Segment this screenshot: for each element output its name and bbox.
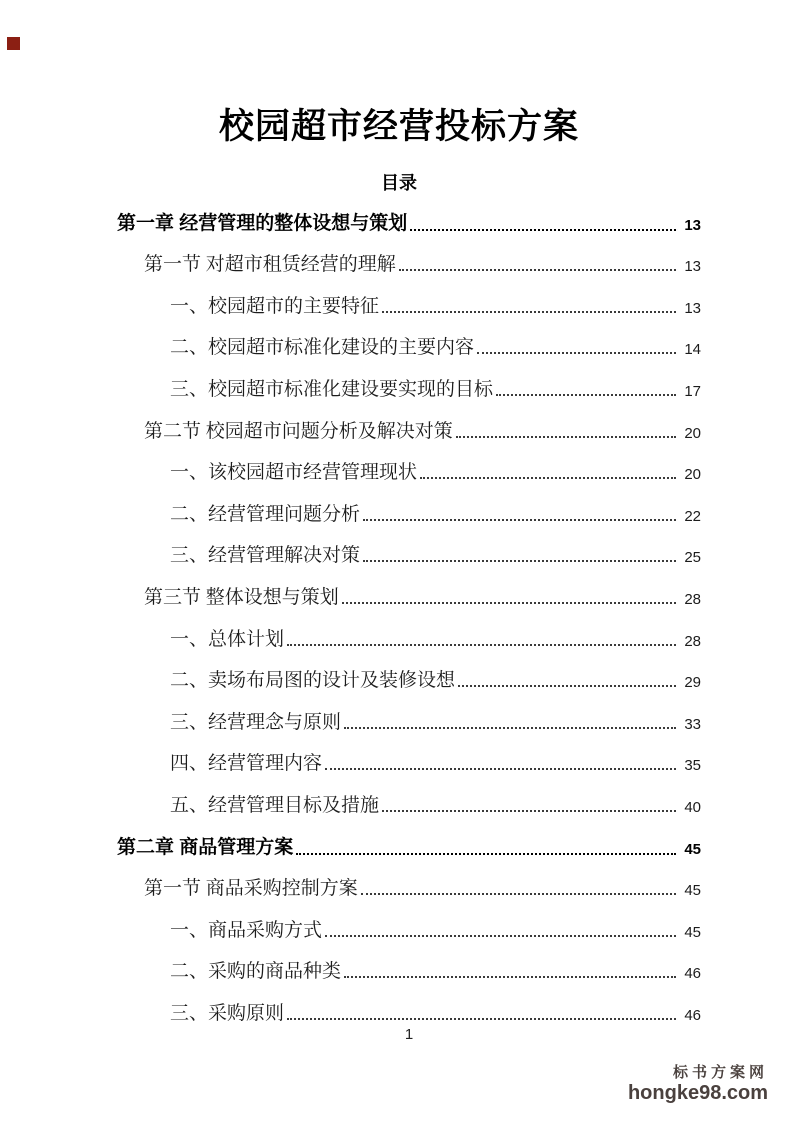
toc-entry-page: 13 <box>684 299 701 317</box>
toc-entry-page: 25 <box>684 549 701 567</box>
toc-leader-dots <box>363 519 676 521</box>
toc-leader-dots <box>287 1018 676 1020</box>
toc-entry <box>117 825 701 867</box>
toc-entry-page: 20 <box>684 466 701 484</box>
toc-entry-label: 二、卖场布局图的设计及装修设想 <box>170 670 456 692</box>
toc-entry <box>117 534 701 576</box>
toc-entry <box>117 201 701 243</box>
page-title: 校园超市经营投标方案 <box>218 107 579 146</box>
toc-entry-page: 22 <box>684 507 701 525</box>
toc-entry-label: 五、经营管理目标及措施 <box>170 794 380 816</box>
toc-entry-label: 三、校园超市标准化建设要实现的目标 <box>170 378 494 400</box>
toc-entry-page: 28 <box>684 590 701 608</box>
toc-entry <box>117 284 701 326</box>
toc-leader-dots <box>361 893 676 895</box>
toc-leader-dots <box>363 560 676 562</box>
toc-entry-label: 第一章 经营管理的整体设想与策划 <box>117 212 408 234</box>
toc-leader-dots <box>344 976 676 978</box>
corner-watermark-square <box>7 37 20 50</box>
footer-page-number: 1 <box>404 1026 414 1043</box>
toc-entry-page: 29 <box>684 674 701 692</box>
toc-entry <box>117 659 701 701</box>
toc-entry <box>117 575 701 617</box>
toc-entry <box>117 492 701 534</box>
toc-entry-label: 三、采购原则 <box>170 1002 285 1024</box>
toc-entry-page: 14 <box>684 341 701 359</box>
toc-entry-page: 45 <box>684 840 701 858</box>
toc-heading: 目录 <box>381 173 417 193</box>
toc-entry-page: 13 <box>684 216 701 234</box>
toc-entry <box>117 783 701 825</box>
toc-entry-page: 20 <box>684 424 701 442</box>
toc-entry <box>117 243 701 285</box>
toc-entry <box>117 451 701 493</box>
toc-entry-label: 三、经营管理解决对策 <box>170 545 361 567</box>
toc-entry-page: 40 <box>684 798 701 816</box>
watermark-site-url: hongke98.com <box>627 1081 768 1104</box>
toc-entry-page: 28 <box>684 632 701 650</box>
watermark <box>628 1065 768 1104</box>
toc-entry-label: 一、校园超市的主要特征 <box>170 295 380 317</box>
toc-entry-label: 第一节 商品采购控制方案 <box>144 878 358 900</box>
toc-entry-label: 一、总体计划 <box>170 628 285 650</box>
toc-entry-page: 17 <box>684 382 701 400</box>
toc-entry-page: 46 <box>684 1006 701 1024</box>
toc-entry <box>117 950 701 992</box>
toc-entry-label: 二、经营管理问题分析 <box>170 503 361 525</box>
toc-entry-label: 三、经营理念与原则 <box>170 711 342 733</box>
toc-leader-dots <box>342 602 676 604</box>
toc-leader-dots <box>344 727 676 729</box>
toc-leader-dots <box>410 229 676 231</box>
toc-leader-dots <box>458 685 676 687</box>
toc-entry-label: 四、经营管理内容 <box>170 753 323 775</box>
toc-leader-dots <box>399 269 676 271</box>
toc-entry <box>117 409 701 451</box>
toc-leader-dots <box>325 768 676 770</box>
toc-entry-label: 二、校园超市标准化建设的主要内容 <box>170 337 475 359</box>
toc-entry-label: 第二节 校园超市问题分析及解决对策 <box>144 420 453 442</box>
toc-leader-dots <box>496 394 676 396</box>
toc-entry <box>117 617 701 659</box>
toc-list <box>117 201 701 1033</box>
toc-entry-page: 33 <box>684 715 701 733</box>
toc-entry-label: 第一节 对超市租赁经营的理解 <box>144 254 396 276</box>
toc-entry-label: 一、该校园超市经营管理现状 <box>170 462 418 484</box>
toc-leader-dots <box>382 810 676 812</box>
toc-leader-dots <box>382 311 676 313</box>
toc-entry-page: 46 <box>684 965 701 983</box>
toc-entry-label: 第二章 商品管理方案 <box>117 836 294 858</box>
toc-entry <box>117 867 701 909</box>
toc-leader-dots <box>287 644 676 646</box>
toc-leader-dots <box>296 853 676 855</box>
toc-entry <box>117 700 701 742</box>
toc-entry-page: 45 <box>684 923 701 941</box>
toc-leader-dots <box>477 352 676 354</box>
toc-entry-page: 35 <box>684 757 701 775</box>
toc-entry <box>117 908 701 950</box>
toc-entry-label: 一、商品采购方式 <box>170 919 323 941</box>
toc-entry <box>117 742 701 784</box>
watermark-site-name: 标书方案网 <box>672 1064 768 1081</box>
toc-leader-dots <box>325 935 676 937</box>
toc-leader-dots <box>456 436 676 438</box>
toc-leader-dots <box>420 477 676 479</box>
toc-entry <box>117 326 701 368</box>
toc-entry-label: 二、采购的商品种类 <box>170 961 342 983</box>
toc-entry-label: 第三节 整体设想与策划 <box>144 586 339 608</box>
toc-entry-page: 45 <box>684 882 701 900</box>
toc-entry-page: 13 <box>684 258 701 276</box>
toc-entry <box>117 367 701 409</box>
